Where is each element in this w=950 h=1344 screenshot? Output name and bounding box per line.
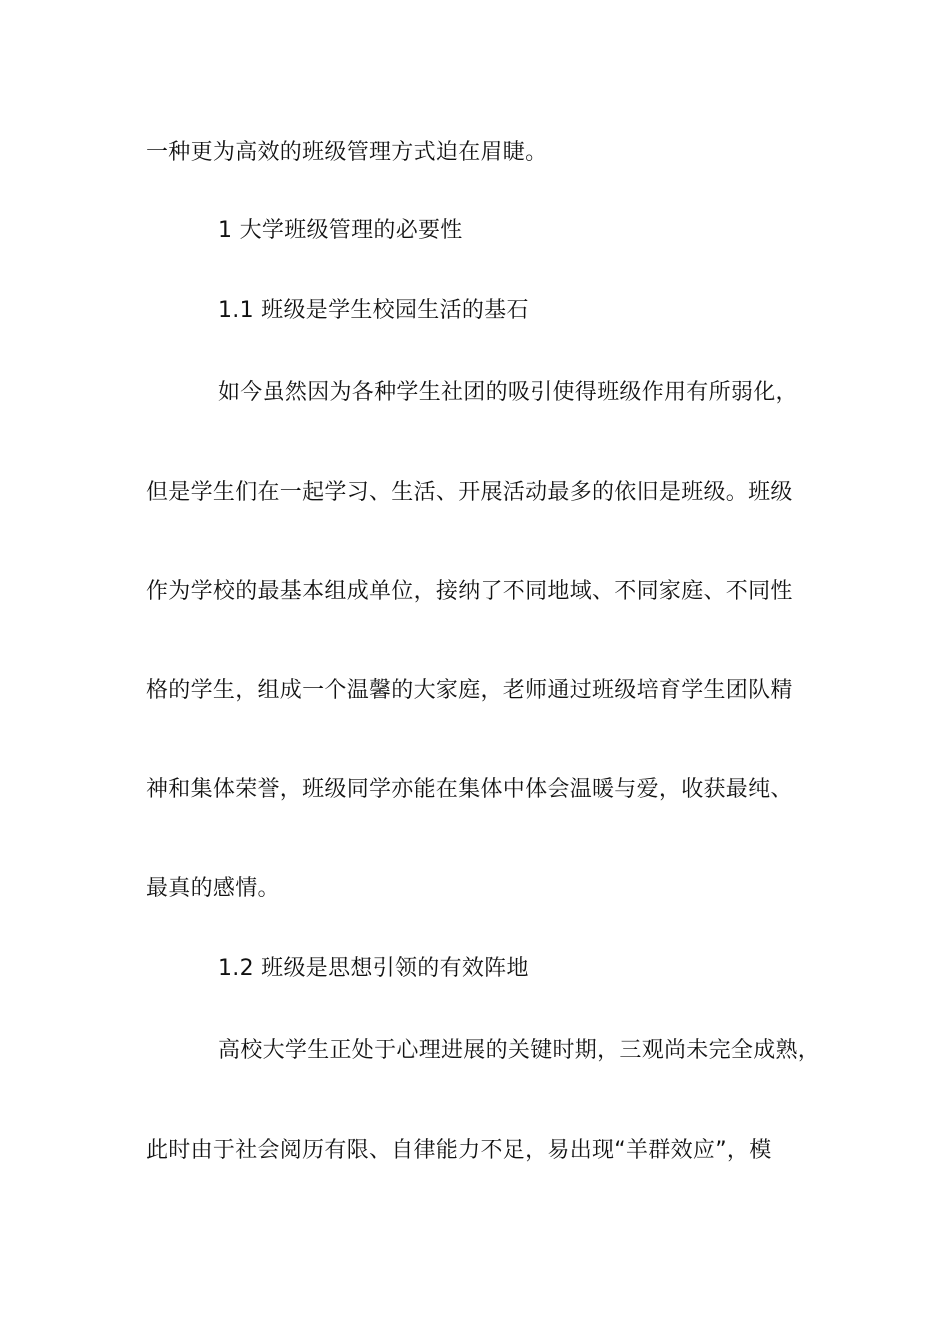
paragraph-line: 但是学生们在一起学习、生活、开展活动最多的依旧是班级。班级 [146, 480, 793, 505]
paragraph-line: 最真的感情。 [146, 876, 280, 901]
subsection-heading: 1.1 班级是学生校园生活的基石 [218, 298, 529, 323]
paragraph-line: 神和集体荣誉，班级同学亦能在集体中体会温暖与爱，收获最纯、 [146, 777, 793, 802]
paragraph-line: 作为学校的最基本组成单位，接纳了不同地域、不同家庭、不同性 [146, 579, 793, 604]
paragraph-line: 高校大学生正处于心理进展的关键时期，三观尚未完全成熟， [218, 1038, 821, 1063]
paragraph-line: 一种更为高效的班级管理方式迫在眉睫。 [146, 140, 548, 165]
subsection-heading: 1.2 班级是思想引领的有效阵地 [218, 956, 529, 981]
section-heading: 1 大学班级管理的必要性 [218, 218, 463, 243]
paragraph-line: 格的学生，组成一个温馨的大家庭，老师通过班级培育学生团队精 [146, 678, 793, 703]
paragraph-line: 如今虽然因为各种学生社团的吸引使得班级作用有所弱化， [218, 380, 798, 405]
paragraph-line: 此时由于社会阅历有限、自律能力不足，易出现“羊群效应”，模 [146, 1138, 772, 1163]
